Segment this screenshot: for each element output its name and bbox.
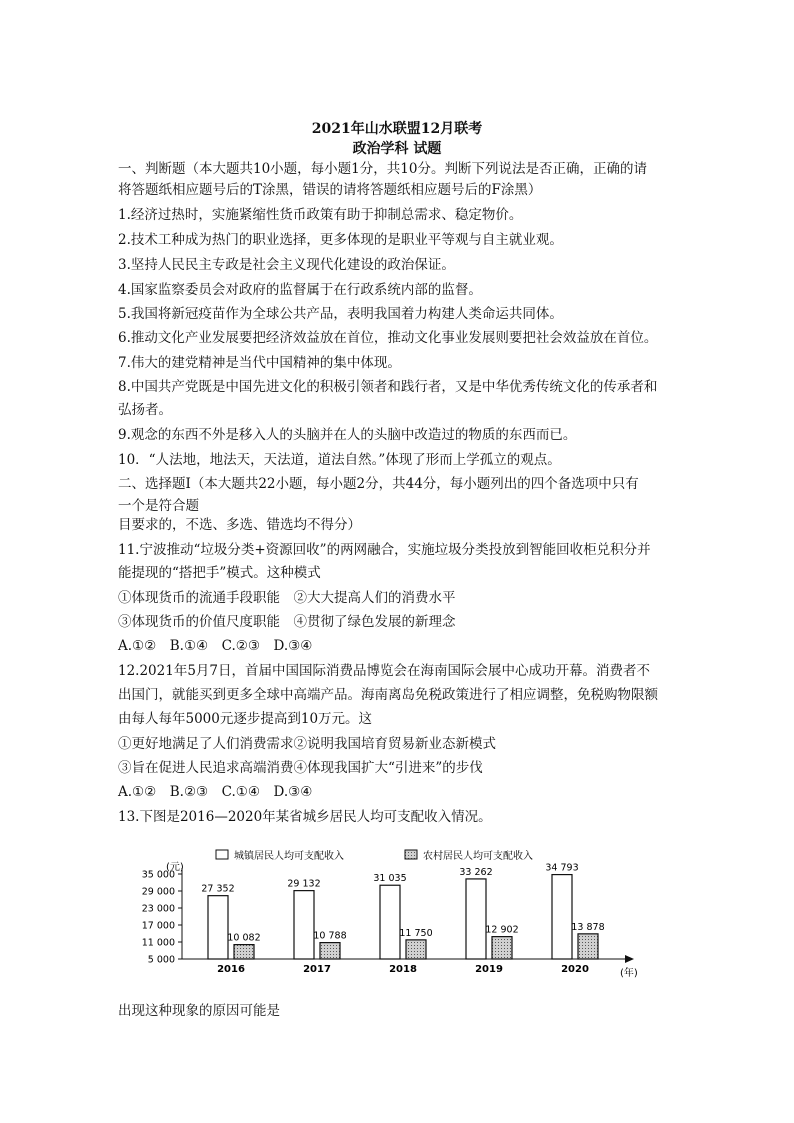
question-option: ①体现货币的流通手段职能 ②大大提高人们的消费水平 (118, 590, 456, 606)
question-stem: 能提现的“搭把手”模式。这种模式 (118, 565, 321, 581)
question-stem: 11.宁波推动“垃圾分类+资源回收”的两网融合，实施垃圾分类投放到智能回收柜兑积分并 (118, 542, 651, 558)
bar-urban (380, 885, 400, 959)
exam-title: 2021年山水联盟12月联考 (311, 121, 483, 137)
exam-subtitle: 政治学科 试题 (352, 141, 442, 157)
y-tick-label: 11 000 (141, 937, 175, 949)
data-label-rural: 10 788 (313, 930, 347, 942)
bar-rural (578, 934, 598, 959)
data-label-urban: 34 793 (545, 862, 579, 874)
y-tick-label: 5 000 (147, 954, 175, 966)
income-chart (120, 840, 660, 990)
data-label-urban: 33 262 (459, 866, 493, 878)
bar-rural (320, 943, 340, 959)
bar-urban (466, 879, 486, 959)
y-tick-label: 35 000 (141, 869, 175, 881)
judge-item: 2.技术工种成为热门的职业选择，更多体现的是职业平等观与自主就业观。 (118, 232, 563, 248)
question-choices: A.①② B.②③ C.①④ D.③④ (118, 784, 313, 800)
question-option: ①更好地满足了人们消费需求②说明我国培育贸易新业态新模式 (118, 736, 496, 752)
judge-item: 3.坚持人民民主专政是社会主义现代化建设的政治保证。 (118, 257, 455, 273)
question-choices: A.①② B.①④ C.②③ D.③④ (118, 638, 313, 654)
x-tick-label: 2016 (217, 964, 245, 975)
bar-urban (294, 891, 314, 959)
section1-intro: 一、判断题（本大题共10小题，每小题1分，共10分。判断下列说法是否正确，正确的请 (118, 161, 647, 177)
y-tick-label: 29 000 (141, 886, 175, 898)
judge-item: 10．“人法地，地法天，天法道，道法自然。”体现了形而上学孤立的观点。 (118, 452, 561, 468)
legend-label-rural: 农村居民人均可支配收入 (423, 851, 533, 862)
bar-rural (492, 937, 512, 959)
data-label-rural: 13 878 (571, 921, 605, 933)
bar-rural (234, 945, 254, 959)
y-tick-label: 23 000 (141, 903, 175, 915)
section2-intro: 目要求的，不选、多选、错选均不得分） (118, 517, 361, 533)
bar-urban (552, 875, 572, 959)
section1-intro: 将答题纸相应题号后的T涂黑，错误的请将答题纸相应题号后的F涂黑） (118, 182, 542, 198)
y-unit-label: (元) (166, 862, 184, 873)
data-label-urban: 31 035 (373, 873, 407, 885)
bar-urban (208, 896, 228, 959)
legend-swatch-urban (216, 850, 228, 859)
judge-item: 8.中国共产党既是中国先进文化的积极引领者和践行者，又是中华优秀传统文化的传承者和 (118, 379, 658, 395)
x-tick-label: 2019 (475, 964, 503, 975)
question-stem: 13.下图是2016—2020年某省城乡居民人均可支配收入情况。 (118, 809, 492, 825)
bar-rural (406, 940, 426, 959)
data-label-rural: 10 082 (227, 932, 261, 944)
data-label-rural: 12 902 (485, 924, 519, 936)
income-chart-svg (120, 840, 660, 990)
data-label-urban: 29 132 (287, 878, 321, 890)
x-tick-label: 2020 (561, 964, 589, 975)
judge-item: 4.国家监察委员会对政府的监督属于在行政系统内部的监督。 (118, 282, 482, 298)
judge-item: 7.伟大的建党精神是当代中国精神的集中体现。 (118, 355, 401, 371)
x-tick-label: 2018 (389, 964, 417, 975)
y-tick-label: 17 000 (141, 920, 175, 932)
question-stem: 12.2021年5月7日，首届中国国际消费品博览会在海南国际会展中心成功开幕。消费者不 (118, 663, 651, 679)
x-unit-label: (年) (620, 968, 638, 979)
question-stem: 由每人每年5000元逐步提高到10万元。这 (118, 711, 373, 727)
question-option: ③体现货币的价值尺度职能 ④贯彻了绿色发展的新理念 (118, 614, 456, 630)
question-stem: 出国门，就能买到更多全球中高端产品。海南离岛免税政策进行了相应调整，免税购物限额 (118, 687, 658, 703)
judge-item: 弘扬者。 (118, 402, 172, 418)
judge-item: 5.我国将新冠疫苗作为全球公共产品，表明我国着力构建人类命运共同体。 (118, 306, 563, 322)
question-stem: 出现这种现象的原因可能是 (118, 1003, 280, 1019)
section2-intro: 二、选择题Ⅰ（本大题共22小题，每小题2分，共44分，每小题列出的四个备选项中只有 (118, 476, 639, 492)
x-tick-label: 2017 (303, 964, 331, 975)
legend-label-urban: 城镇居民人均可支配收入 (234, 851, 344, 862)
judge-item: 6.推动文化产业发展要把经济效益放在首位，推动文化事业发展则要把社会效益放在首位。 (118, 330, 658, 346)
data-label-urban: 27 352 (201, 883, 235, 895)
question-option: ③旨在促进人民追求高端消费④体现我国扩大“引进来”的步伐 (118, 760, 483, 776)
legend-swatch-rural (405, 850, 417, 859)
judge-item: 1.经济过热时，实施紧缩性货币政策有助于抑制总需求、稳定物价。 (118, 207, 523, 223)
judge-item: 9.观念的东西不外是移入人的头脑并在人的头脑中改造过的物质的东西而已。 (118, 427, 577, 443)
data-label-rural: 11 750 (399, 927, 433, 939)
section2-intro: 一个是符合题 (118, 498, 199, 514)
x-axis-arrow (625, 955, 634, 963)
